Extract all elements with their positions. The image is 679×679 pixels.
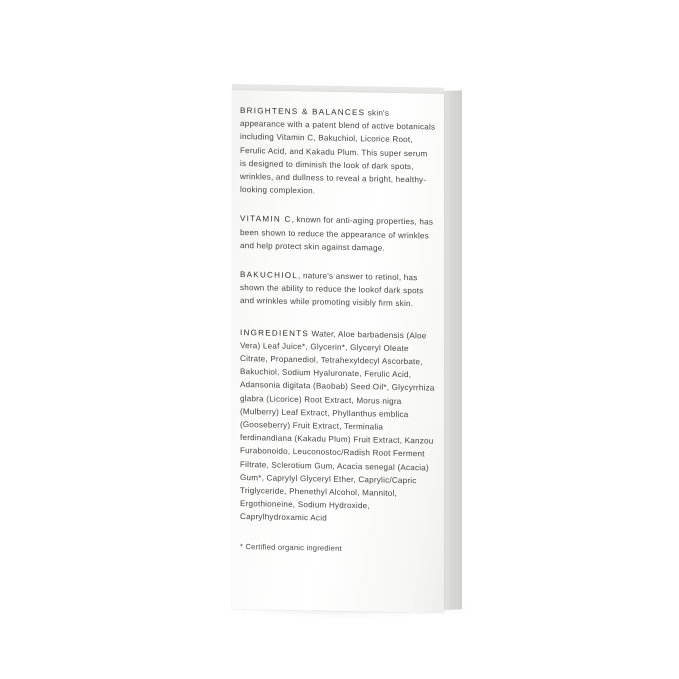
paragraph-lead: BRIGHTENS & BALANCES [240,106,366,118]
box-back-panel-text [240,104,436,564]
paragraph-vitamin-c [240,212,436,255]
ingredients-lead: INGREDIENTS [240,327,310,338]
box-side-face [443,90,462,610]
paragraph-brightens-balances [240,104,436,200]
ingredients-body: Water, Aloe barbadensis (Aloe Vera) Leaf Juice*, Glycerin*, Glyceryl Oleate Citrate, Propanediol, Tetrahexyldecyl Ascorbate, Bakuchiol, Sodium Hyaluronate, Ferulic Acid, Adansonia digitata (Baobab) Seed Oil*, Glycyrrhiza glabra (Licorice) Root Extract, Morus nigra (Mulberry) Leaf Extract, Phyllanthus emblica (Gooseberry) Fruit Extract, Terminalia ferdinandiana (Kakadu Plum) Fruit Extract, Kanzou Furabonoido, Leuconostoc/Radish Root Ferment Filtrate, Sclerotium Gum, Acacia senegal (Acacia) Gum*, Caprylyl Glyceryl Ether, Caprylic/Capric Triglyceride, Phenethyl Alcohol, Mannitol, Ergothioneine, Sodium Hydroxide, Caprylhydroxamic Acid [240,328,435,524]
paragraph-body: , known for anti-aging properties, has been shown to reduce the appearance of wrinkles and help protect skin against damage. [240,215,434,253]
paragraph-bakuchiol [240,268,436,311]
paragraph-lead: VITAMIN C [240,214,292,225]
paragraph-body: , nature's answer to retinol, has shown the ability to reduce the lookof dark spots and wrinkles while promoting visibly firm skin. [240,271,424,309]
ingredients-list [240,326,436,528]
paragraph-body: skin's appearance with a patent blend of active botanicals including Vitamin C, Bakuchiol, Licorice Root, Ferulic Acid, and Kakadu Plum. This super serum is designed to diminish the look of dark spots, wrinkles, and dullness to reveal a bright, healthy-looking complexion. [240,108,436,196]
organic-footnote: * Certified organic ingredient [240,541,342,553]
paragraph-lead: BAKUCHIOL [240,270,299,281]
